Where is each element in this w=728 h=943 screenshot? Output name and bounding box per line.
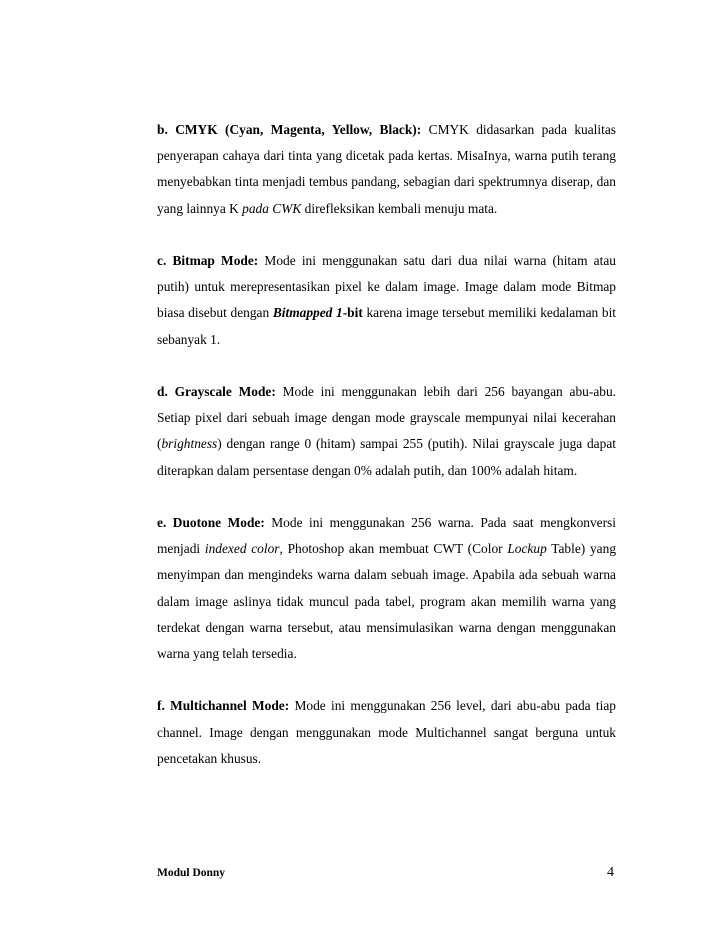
paragraph-text: Mode ini menggunakan lebih dari 256 bayangan abu-abu. Setiap pixel dari sebuah image dengan mode grayscale mempunyai nilai kecerahan ( bbox=[157, 384, 617, 452]
footer-title: Modul Donny bbox=[157, 867, 226, 879]
italic-text: indexed color bbox=[204, 541, 280, 557]
italic-text: pada CWK bbox=[242, 200, 302, 216]
bold-text: -bit bbox=[342, 305, 363, 321]
paragraph-heading: e. Duotone Mode: bbox=[157, 515, 265, 530]
paragraph-text: , Photoshop akan membuat CWT (Color bbox=[279, 541, 508, 557]
italic-text: brightness bbox=[161, 436, 218, 452]
paragraph-heading: b. CMYK (Cyan, Magenta, Yellow, Black): bbox=[157, 122, 422, 137]
paragraph-text: direfleksikan kembali menuju mata. bbox=[301, 200, 498, 216]
paragraph-text: Mode ini menggunakan 256 warna. Pada saat mengkonversi menjadi bbox=[157, 515, 616, 557]
paragraph-text: Mode ini menggunakan satu dari dua nilai warna (hitam atau putih) untuk merepresentasikan pixel ke dalam image. Image dalam mode Bitmap biasa disebut dengan bbox=[157, 253, 616, 321]
italic-text: Lockup bbox=[507, 541, 547, 557]
paragraph-text: Table) yang menyimpan dan mengindeks warna dalam sebuah image. Apabila ada sebuah warna dalam image aslinya tidak muncul pada tabel, program akan memilih warna yang terdekat dengan warna tersebut, atau mensimulasikan warna dengan menggunakan warna yang telah tersedia. bbox=[157, 541, 617, 662]
paragraph-grayscale bbox=[157, 379, 616, 484]
paragraph-text: karena image tersebut memiliki kedalaman bit sebanyak 1. bbox=[157, 305, 617, 347]
paragraph-text: CMYK didasarkan pada kualitas penyerapan cahaya dari tinta yang dicetak pada kertas. MisaInya, warna putih terang menyebabkan tinta menjadi tembus pandang, sebagian dari spektrumnya diserap, dan yang lainnya K bbox=[157, 122, 616, 216]
paragraph-text: ) dengan range 0 (hitam) sampai 255 (putih). Nilai grayscale juga dapat diterapkan dalam persentase dengan 0% adalah putih, dan 100% adalah hitam. bbox=[157, 436, 616, 478]
paragraph-heading: d. Grayscale Mode: bbox=[157, 384, 276, 399]
bold-italic-text: Bitmapped 1 bbox=[272, 305, 343, 321]
paragraph-duotone bbox=[157, 510, 616, 667]
paragraph-heading: c. Bitmap Mode: bbox=[157, 253, 259, 268]
paragraph-bitmap bbox=[157, 248, 616, 353]
paragraph-text: Mode ini menggunakan 256 level, dari abu-abu pada tiap channel. Image dengan menggunakan mode Multichannel sangat berguna untuk pencetakan khusus. bbox=[157, 698, 616, 766]
paragraph-heading: f. Multichannel Mode: bbox=[157, 698, 290, 714]
paragraph-cmyk bbox=[157, 117, 616, 222]
page-number: 4 bbox=[607, 865, 614, 880]
page-content bbox=[157, 117, 616, 798]
paragraph-multichannel bbox=[157, 693, 616, 772]
